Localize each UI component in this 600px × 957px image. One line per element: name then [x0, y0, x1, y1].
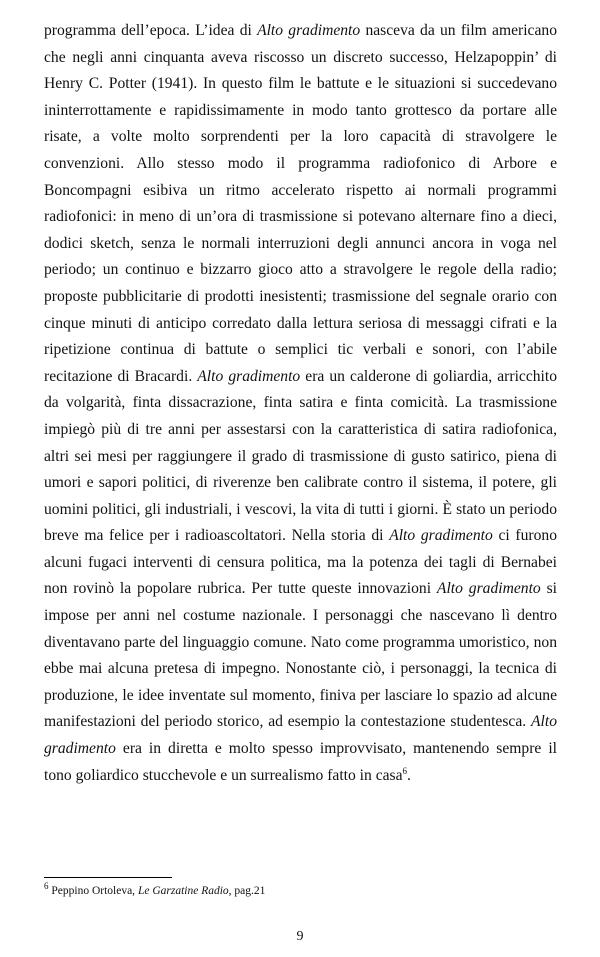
- text-run: era in diretta e molto spesso improvvisato, mantenendo sempre il tono goliardico stucchevole e un surrealismo fatto in casa: [44, 740, 557, 784]
- italic-title: Alto gradimento: [44, 713, 557, 758]
- text-run: ci furono alcuni fugaci interventi di censura politica, ma la potenza dei tagli di Bernabei non rovinò la popolare rubrica. Per tutte queste innovazioni: [44, 527, 558, 598]
- italic-title: Alto gradimento: [197, 367, 301, 385]
- footnote-separator: [44, 877, 172, 878]
- footnote-author: Peppino Ortoleva,: [48, 885, 138, 897]
- italic-title: Alto gradimento: [436, 580, 541, 598]
- footnote: [44, 881, 266, 898]
- footnote-marker: 6: [44, 881, 49, 892]
- italic-title: Alto gradimento: [389, 527, 493, 545]
- italic-title: Alto gradimento: [257, 22, 361, 39]
- body-paragraph: [44, 18, 557, 789]
- text-run: nasceva da un film americano che negli anni cinquanta aveva riscosso un discreto successo, Helzapoppin’ di Henry C. Potter (1941). In questo film le battute e le situazioni si succedevano ininterrottamente e rapidissimamente in modo tanto grottesco da portare alle risate, a volte molto sorprendenti per la loro capacità di stravolgere le convenzioni. Allo stesso modo il programma radiofonico di Arbore e Boncompagni esibiva un ritmo accelerato rispetto ai normali programmi radiofonici: in meno di un’ora di trasmissione si potevano alternare fino a dieci, dodici sketch, senza le normali interruzioni degli annunci ancora in voga nel periodo; un continuo e bizzarro gioco atto a stravolgere le regole della radio; proposte pubblicitarie di prodotti inesistenti; trasmissione del segnale orario con cinque minuti di anticipo corredato dalla lettura seriosa di messaggi cifrati e la ripetizione continua di battute o semplici tic verbali e sonori, con l’abile recitazione di Bracardi.: [44, 22, 557, 385]
- text-run: .: [407, 766, 411, 784]
- footnote-work-title: Le Garzatine Radio: [137, 885, 229, 897]
- text-run: si impose per anni nel costume nazionale. I personaggi che nascevano lì dentro diventavano parte del linguaggio comune. Nato come programma umoristico, non ebbe mai alcuna pretesa di impegno. Nonostante ciò, i personaggi, la tecnica di produzione, le idee inventate sul momento, finiva per lasciare lo spazio ad alcune manifestazioni del periodo storico, ad esempio la contestazione studentesca.: [44, 580, 557, 731]
- footnote-reference: 6: [402, 765, 408, 776]
- footnote-page-ref: , pag.21: [228, 885, 266, 897]
- page-number: 9: [296, 929, 304, 944]
- text-run: era un calderone di goliardia, arricchito da volgarità, finta dissacrazione, finta satira e finta comicità. La trasmissione impiegò più di tre anni per assestarsi con la caratteristica di satira radiofonica, altri sei mesi per raggiungere il grado di trasmissione di gusto satirico, piena di umori e sapori politici, di riverenze ben calibrate contro il sistema, il potere, gli uomini politici, gli industriali, i vescovi, la vita di tutti i giorni. È stato un periodo breve ma felice per i radioascoltatori. Nella storia di: [44, 367, 558, 545]
- text-run: programma dell’epoca. L’idea di: [44, 22, 258, 39]
